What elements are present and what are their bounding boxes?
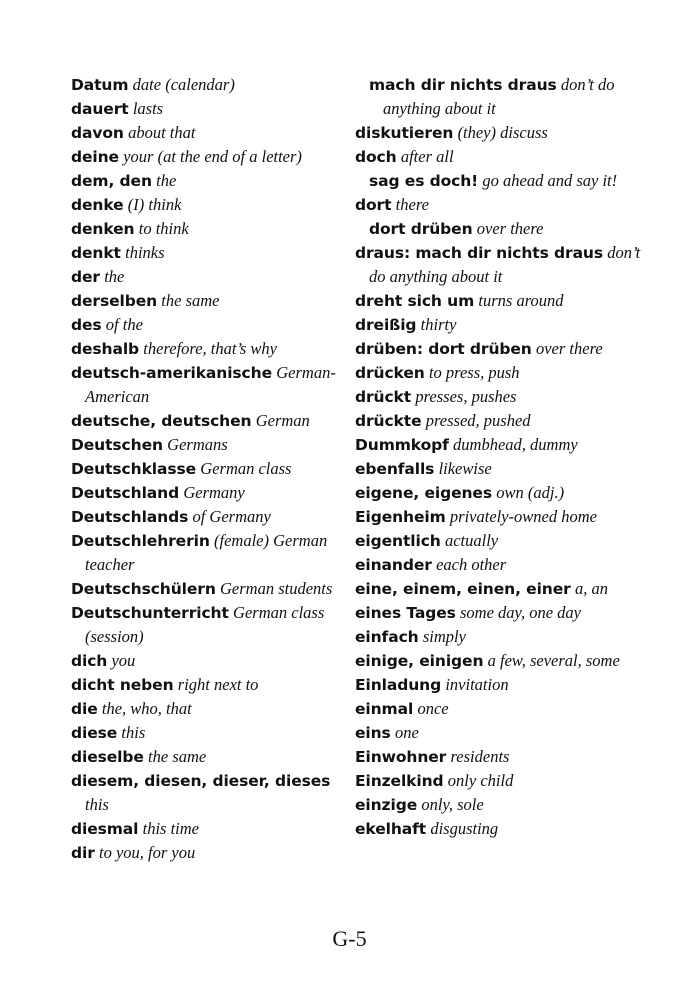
glossary-entry	[71, 361, 346, 409]
entry-term: deshalb	[71, 340, 140, 358]
entry-term: denkt	[71, 244, 121, 262]
entry-definition: the same	[148, 747, 207, 766]
glossary-entry	[355, 673, 645, 697]
entry-term: einander	[355, 556, 432, 574]
glossary-entry	[71, 337, 346, 361]
entry-definition: one	[394, 723, 419, 742]
glossary-entry	[355, 505, 645, 529]
entry-term: deutsch-amerikanische	[71, 364, 272, 382]
glossary-entry	[355, 361, 645, 385]
glossary-entry	[355, 145, 645, 169]
entry-definition: presses, pushes	[415, 387, 517, 406]
glossary-entry	[355, 337, 645, 361]
glossary-entry	[71, 745, 346, 769]
glossary-entry	[355, 529, 645, 553]
entry-definition: privately-owned home	[449, 507, 597, 526]
glossary-entry	[71, 73, 346, 97]
entry-term: einige, einigen	[355, 652, 484, 670]
glossary-entry	[71, 433, 346, 457]
glossary-entry	[71, 457, 346, 481]
glossary-entry	[71, 721, 346, 745]
entry-term: dauert	[71, 100, 129, 118]
entry-term: der	[71, 268, 100, 286]
entry-definition: Germany	[183, 483, 245, 502]
glossary-entry	[71, 529, 346, 577]
entry-definition: dumbhead, dummy	[453, 435, 578, 454]
entry-term: dreißig	[355, 316, 417, 334]
glossary-entry	[355, 313, 645, 337]
glossary-entry	[355, 241, 645, 289]
page-number: G-5	[332, 926, 367, 951]
entry-definition: Germans	[167, 435, 228, 454]
entry-term: Einladung	[355, 676, 442, 694]
entry-definition: actually	[444, 531, 499, 550]
glossary-entry	[71, 769, 346, 817]
entry-definition: simply	[422, 627, 466, 646]
entry-definition: this time	[142, 819, 199, 838]
glossary-entry	[355, 721, 645, 745]
entry-definition: a, an	[574, 579, 608, 598]
glossary-entry	[355, 817, 645, 841]
entry-term: dir	[71, 844, 95, 862]
entry-term: derselben	[71, 292, 158, 310]
entry-definition: a few, several, some	[487, 651, 620, 670]
entry-term: Deutschlands	[71, 508, 189, 526]
glossary-entry	[71, 145, 346, 169]
glossary-entry	[355, 793, 645, 817]
glossary-entry	[355, 649, 645, 673]
entry-term: deutsche, deutschen	[71, 412, 252, 430]
entry-term: dem, den	[71, 172, 152, 190]
entry-term: mach dir nichts draus	[369, 76, 557, 94]
entry-definition: the, who, that	[101, 699, 192, 718]
entry-term: dich	[71, 652, 108, 670]
entry-definition: disgusting	[430, 819, 499, 838]
entry-term: sag es doch!	[369, 172, 479, 190]
entry-term: diesem, diesen, dieser, dieses	[71, 772, 331, 790]
entry-definition: this	[85, 795, 109, 814]
glossary-entry	[355, 745, 645, 769]
entry-definition: to press, push	[428, 363, 520, 382]
glossary-entry	[71, 217, 346, 241]
entry-term: diesmal	[71, 820, 139, 838]
entry-definition: don’t do anything about it	[383, 75, 615, 118]
glossary-entry	[71, 481, 346, 505]
glossary-entry	[71, 505, 346, 529]
entry-term: ekelhaft	[355, 820, 427, 838]
entry-definition: own (adj.)	[496, 483, 565, 502]
glossary-entry	[355, 433, 645, 457]
entry-definition: to you, for you	[99, 843, 196, 862]
entry-definition: you	[111, 651, 136, 670]
entry-definition: German-American	[85, 363, 336, 406]
glossary-entry	[355, 169, 645, 193]
glossary-entry	[71, 673, 346, 697]
glossary-entry	[71, 241, 346, 265]
entry-definition: right next to	[177, 675, 259, 694]
entry-term: dort drüben	[369, 220, 473, 238]
entry-term: denke	[71, 196, 124, 214]
glossary-entry	[71, 649, 346, 673]
entry-term: diskutieren	[355, 124, 454, 142]
entry-term: Deutschklasse	[71, 460, 197, 478]
entry-definition: lasts	[132, 99, 164, 118]
entry-term: dort	[355, 196, 392, 214]
glossary-entry	[355, 385, 645, 409]
glossary-entry	[71, 409, 346, 433]
entry-term: eines Tages	[355, 604, 456, 622]
entry-definition: to think	[138, 219, 189, 238]
glossary-entry	[355, 601, 645, 625]
entry-definition: don’t do anything about it	[369, 243, 641, 286]
glossary-entry	[71, 841, 346, 865]
entry-term: des	[71, 316, 102, 334]
glossary-entry	[71, 289, 346, 313]
entry-term: Einwohner	[355, 748, 447, 766]
entry-definition: German class	[200, 459, 292, 478]
entry-definition: thinks	[125, 243, 165, 262]
entry-term: Deutschen	[71, 436, 163, 454]
entry-definition: pressed, pushed	[425, 411, 531, 430]
glossary-entry	[71, 97, 346, 121]
entry-term: Einzelkind	[355, 772, 444, 790]
glossary-entry	[355, 289, 645, 313]
entry-term: eins	[355, 724, 391, 742]
entry-term: die	[71, 700, 98, 718]
entry-definition: each other	[436, 555, 507, 574]
entry-term: drückt	[355, 388, 412, 406]
entry-definition: therefore, that’s why	[143, 339, 277, 358]
entry-definition: invitation	[445, 675, 509, 694]
entry-definition: over there	[535, 339, 603, 358]
glossary-entry	[355, 457, 645, 481]
glossary-entry	[71, 577, 346, 601]
glossary-entry	[355, 577, 645, 601]
entry-term: denken	[71, 220, 135, 238]
glossary-entry	[355, 121, 645, 145]
entry-term: Deutschlehrerin	[71, 532, 210, 550]
glossary-left-column	[71, 73, 346, 865]
entry-definition: only, sole	[421, 795, 484, 814]
glossary-entry	[71, 193, 346, 217]
entry-term: davon	[71, 124, 124, 142]
glossary-entry	[355, 769, 645, 793]
entry-definition: over there	[476, 219, 544, 238]
glossary-entry	[355, 553, 645, 577]
entry-term: eine, einem, einen, einer	[355, 580, 571, 598]
glossary-entry	[71, 601, 346, 649]
entry-definition: your (at the end of a letter)	[123, 147, 302, 166]
glossary-entry	[355, 193, 645, 217]
glossary-entry	[355, 481, 645, 505]
glossary-entry	[355, 217, 645, 241]
entry-term: draus: mach dir nichts draus	[355, 244, 603, 262]
glossary-entry	[71, 313, 346, 337]
glossary-entry	[71, 697, 346, 721]
entry-term: einmal	[355, 700, 414, 718]
entry-term: einfach	[355, 628, 419, 646]
glossary-entry	[71, 817, 346, 841]
entry-definition: (they) discuss	[457, 123, 548, 142]
entry-definition: only child	[447, 771, 514, 790]
entry-definition: the	[156, 171, 177, 190]
entry-definition: (female) German teacher	[85, 531, 328, 574]
entry-term: doch	[355, 148, 397, 166]
glossary-entry	[355, 697, 645, 721]
entry-definition: residents	[450, 747, 510, 766]
glossary-entry	[355, 409, 645, 433]
entry-term: deine	[71, 148, 119, 166]
entry-definition: there	[395, 195, 429, 214]
entry-definition: German	[255, 411, 310, 430]
entry-definition: the same	[161, 291, 220, 310]
entry-term: Deutschland	[71, 484, 180, 502]
entry-definition: once	[417, 699, 449, 718]
entry-term: drückte	[355, 412, 422, 430]
entry-term: dreht sich um	[355, 292, 475, 310]
entry-definition: German students	[220, 579, 333, 598]
entry-definition: the	[104, 267, 125, 286]
glossary-entry	[355, 73, 645, 121]
entry-definition: this	[121, 723, 146, 742]
entry-definition: some day, one day	[460, 603, 581, 622]
entry-definition: date (calendar)	[132, 75, 235, 94]
entry-term: eigentlich	[355, 532, 441, 550]
entry-term: drüben: dort drüben	[355, 340, 532, 358]
entry-definition: go ahead and say it!	[482, 171, 618, 190]
entry-definition: likewise	[438, 459, 492, 478]
entry-definition: thirty	[420, 315, 457, 334]
entry-term: dieselbe	[71, 748, 144, 766]
entry-term: Deutschschülern	[71, 580, 216, 598]
entry-definition: after all	[400, 147, 454, 166]
entry-term: Dummkopf	[355, 436, 449, 454]
entry-term: diese	[71, 724, 118, 742]
entry-term: Eigenheim	[355, 508, 446, 526]
glossary-entry	[71, 169, 346, 193]
entry-definition: turns around	[478, 291, 564, 310]
glossary-entry	[71, 121, 346, 145]
entry-term: drücken	[355, 364, 425, 382]
entry-term: dicht neben	[71, 676, 174, 694]
entry-definition: (I) think	[127, 195, 182, 214]
entry-definition: of the	[105, 315, 143, 334]
entry-definition: German class (session)	[85, 603, 325, 646]
glossary-entry	[355, 625, 645, 649]
glossary-entry	[71, 265, 346, 289]
entry-term: ebenfalls	[355, 460, 435, 478]
entry-term: eigene, eigenes	[355, 484, 492, 502]
entry-definition: of Germany	[192, 507, 271, 526]
entry-term: Datum	[71, 76, 129, 94]
entry-term: Deutschunterricht	[71, 604, 229, 622]
entry-term: einzige	[355, 796, 418, 814]
glossary-right-column	[355, 73, 645, 841]
entry-definition: about that	[128, 123, 196, 142]
